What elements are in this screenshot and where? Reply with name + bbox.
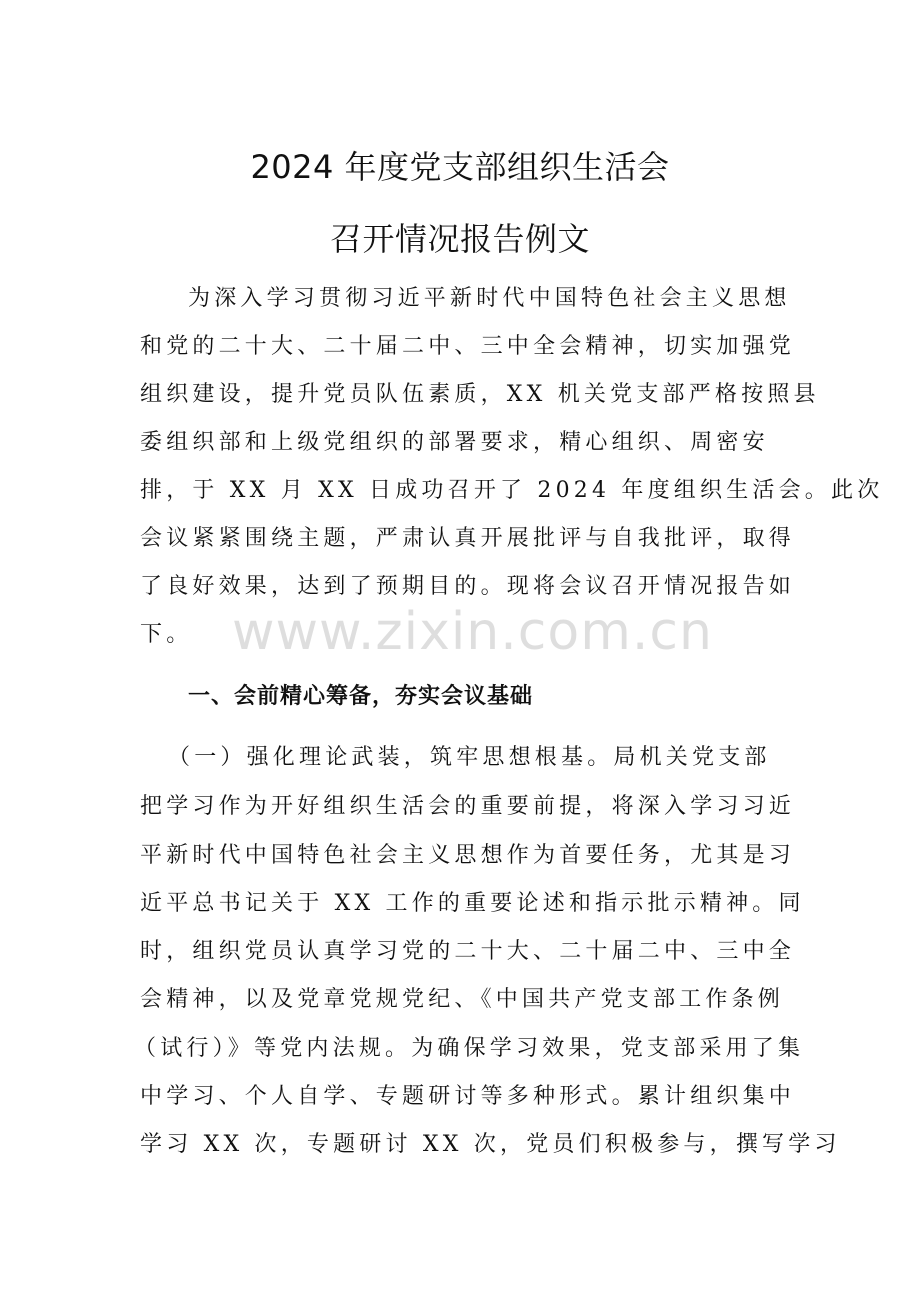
intro-line: 委组织部和上级党组织的部署要求，精心组织、周密安 (140, 430, 769, 455)
section-line: 学习 XX 次，专题研讨 XX 次，党员们积极参与，撰写学习 (140, 1132, 841, 1157)
document-title-line-1: 2024 年度党支部组织生活会 (250, 148, 670, 186)
section-line: （一）强化理论武装，筑牢思想根基。局机关党支部 (168, 745, 771, 770)
section-line: 把学习作为开好组织生活会的重要前提，将深入学习习近 (140, 794, 796, 819)
intro-line: 下。 (140, 622, 193, 647)
intro-line: 和党的二十大、二十届二中、三中全会精神，切实加强党 (140, 334, 796, 359)
section-line: （试行）》等党内法规。为确保学习效果，党支部采用了集 (134, 1036, 805, 1061)
intro-line: 排，于 XX 月 XX 日成功召开了 2024 年度组织生活会。此次 (140, 478, 884, 503)
intro-line: 了良好效果，达到了预期目的。现将会议召开情况报告如 (140, 574, 796, 599)
section-line: 近平总书记关于 XX 工作的重要论述和指示批示精神。同 (140, 891, 805, 916)
section-heading: 一、会前精心筹备，夯实会议基础 (188, 684, 534, 709)
intro-line: 组织建设，提升党员队伍素质，XX 机关党支部严格按照县 (140, 382, 820, 407)
section-line: 中学习、个人自学、专题研讨等多种形式。累计组织集中 (140, 1084, 796, 1109)
section-line: 时，组织党员认真学习党的二十大、二十届二中、三中全 (140, 939, 796, 964)
watermark-text: www.zixin.com.cn (232, 602, 713, 662)
document-title-line-2: 召开情况报告例文 (329, 220, 590, 258)
section-line: 平新时代中国特色社会主义思想作为首要任务，尤其是习 (140, 843, 796, 868)
intro-line: 为深入学习贯彻习近平新时代中国特色社会主义思想 (188, 286, 791, 311)
section-line: 会精神，以及党章党规党纪、《中国共产党支部工作条例 (140, 987, 785, 1012)
intro-line: 会议紧紧围绕主题，严肃认真开展批评与自我批评，取得 (140, 526, 796, 551)
